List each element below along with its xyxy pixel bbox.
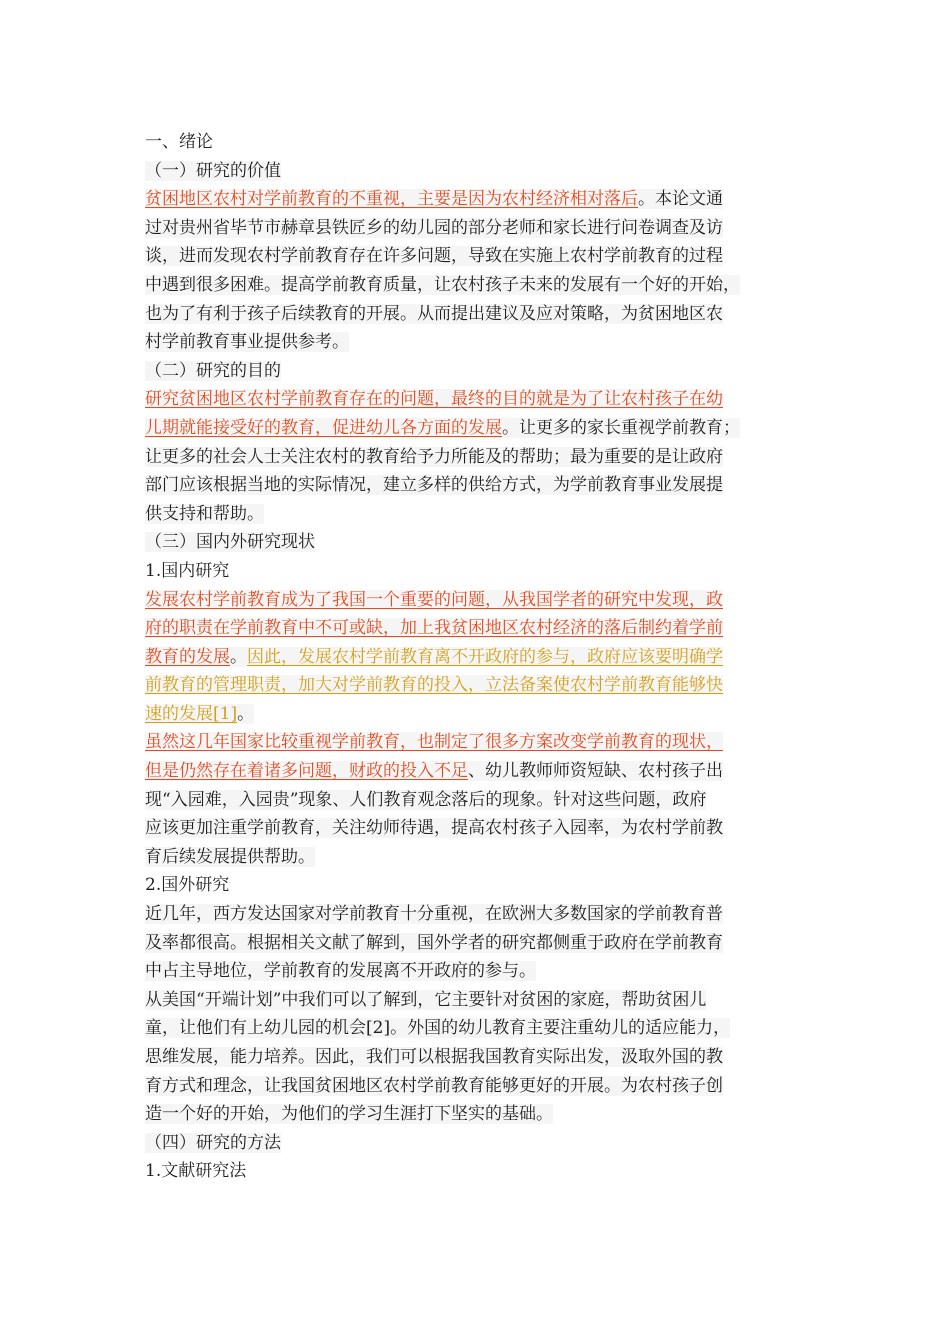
paragraph-line: 也为了有利于孩子后续教育的开展。从而提出建议及应对策略，为贫困地区农 [145, 303, 723, 324]
paragraph-line: 从美国“开端计划”中我们可以了解到，它主要针对贫困的家庭，帮助贫困儿 [145, 989, 707, 1010]
paragraph-line [145, 671, 805, 700]
paragraph-line: 近几年，西方发达国家对学前教育十分重视，在欧洲大多数国家的学前教育普 [145, 904, 723, 925]
paragraph-line: 儿期就能接受好的教育，促进幼儿各方面的发展。让更多的家长重视学前教育； [145, 417, 740, 438]
paragraph-line: 谈，进而发现农村学前教育存在许多问题，导致在实施上农村学前教育的过程 [145, 246, 723, 267]
highlighted-text: 虽然这几年国家比较重视学前教育，也制定了很多方案改变学前教育的现状， [145, 732, 723, 753]
paragraph-line: 育方式和理念，让我国贫困地区农村学前教育能够更好的开展。为农村孩子创 [145, 1075, 723, 1096]
paragraph-line: 教育的发展。因此，发展农村学前教育离不开政府的参与，政府应该要明确学 [145, 646, 723, 667]
subsection-heading-foreign: 2.国外研究 [145, 875, 230, 896]
paragraph-line: 应该更加注重学前教育，关注幼师待遇，提高农村孩子入园率，为农村学前教 [145, 818, 723, 839]
citation-highlight: 因此，发展农村学前教育离不开政府的参与，政府应该要明确学 [247, 646, 723, 667]
paragraph-line: 但是仍然存在着诸多问题，财政的投入不足、幼儿教师师资短缺、农村孩子出 [145, 761, 723, 782]
paragraph-line: 速的发展[1]。 [145, 703, 255, 724]
section-heading-status: （三）国内外研究现状 [145, 532, 315, 553]
section-heading-purpose: （二）研究的目的 [145, 360, 281, 381]
paragraph-line: 童，让他们有上幼儿园的机会[2]。外国的幼儿教育主要注重幼儿的适应能力， [145, 1018, 731, 1039]
highlighted-text: 儿期就能接受好的教育，促进幼儿各方面的发展 [145, 417, 502, 438]
paragraph-line: 村学前教育事业提供参考。 [145, 332, 349, 353]
paragraph-line [145, 614, 805, 643]
paragraph-line: 现“入园难，入园贵”现象、人们教育观念落后的现象。针对这些问题，政府 [145, 789, 707, 810]
paragraph-line: 供支持和帮助。 [145, 503, 264, 524]
paragraph-line [145, 385, 805, 414]
citation-highlight: 前教育的管理职责，加大对学前教育的投入，立法备案使农村学前教育能够快 [145, 675, 723, 696]
highlighted-text: 研究贫困地区农村学前教育存在的问题，最终的目的就是为了让农村孩子在幼 [145, 389, 723, 410]
highlighted-text: 但是仍然存在着诸多问题，财政的投入不足 [145, 761, 468, 782]
paragraph-line [145, 586, 805, 615]
paragraph-line: 造一个好的开始，为他们的学习生涯打下坚实的基础。 [145, 1104, 553, 1125]
paragraph-line: 中遇到很多困难。提高学前教育质量，让农村孩子未来的发展有一个好的开始， [145, 274, 740, 295]
subsection-heading-domestic: 1.国内研究 [145, 560, 230, 581]
paragraph-line: 过对贵州省毕节市赫章县铁匠乡的幼儿园的部分老师和家长进行问卷调查及访 [145, 217, 723, 238]
chapter-heading: 一、绪论 [145, 132, 213, 152]
paragraph-line: 育后续发展提供帮助。 [145, 846, 315, 867]
paragraph-line: 中占主导地位，学前教育的发展离不开政府的参与。 [145, 961, 536, 982]
paragraph-line: 部门应该根据当地的实际情况，建立多样的供给方式，为学前教育事业发展提 [145, 475, 723, 496]
subsection-heading-literature: 1.文献研究法 [145, 1161, 247, 1182]
highlighted-text: 发展农村学前教育成为了我国一个重要的问题，从我国学者的研究中发现，政 [145, 589, 723, 610]
highlighted-text: 府的职责在学前教育中不可或缺，加上我贫困地区农村经济的落后制约着学前 [145, 618, 723, 639]
highlighted-text: 教育的发展 [145, 646, 230, 667]
document-page [145, 128, 805, 1186]
paragraph-line: 让更多的社会人士关注农村的教育给予力所能及的帮助；最为重要的是让政府 [145, 446, 723, 467]
highlighted-text: 贫困地区农村对学前教育的不重视，主要是因为农村经济相对落后 [145, 189, 638, 210]
paragraph-line: 贫困地区农村对学前教育的不重视，主要是因为农村经济相对落后。本论文通 [145, 189, 723, 210]
paragraph-line: 思维发展，能力培养。因此，我们可以根据我国教育实际出发，汲取外国的教 [145, 1047, 723, 1067]
section-heading-methods: （四）研究的方法 [145, 1132, 281, 1153]
citation-highlight: 速的发展[1] [145, 703, 238, 724]
paragraph-line [145, 728, 805, 757]
paragraph-line: 及率都很高。根据相关文献了解到，国外学者的研究都侧重于政府在学前教育 [145, 932, 723, 953]
section-heading-value: （一）研究的价值 [145, 160, 281, 181]
